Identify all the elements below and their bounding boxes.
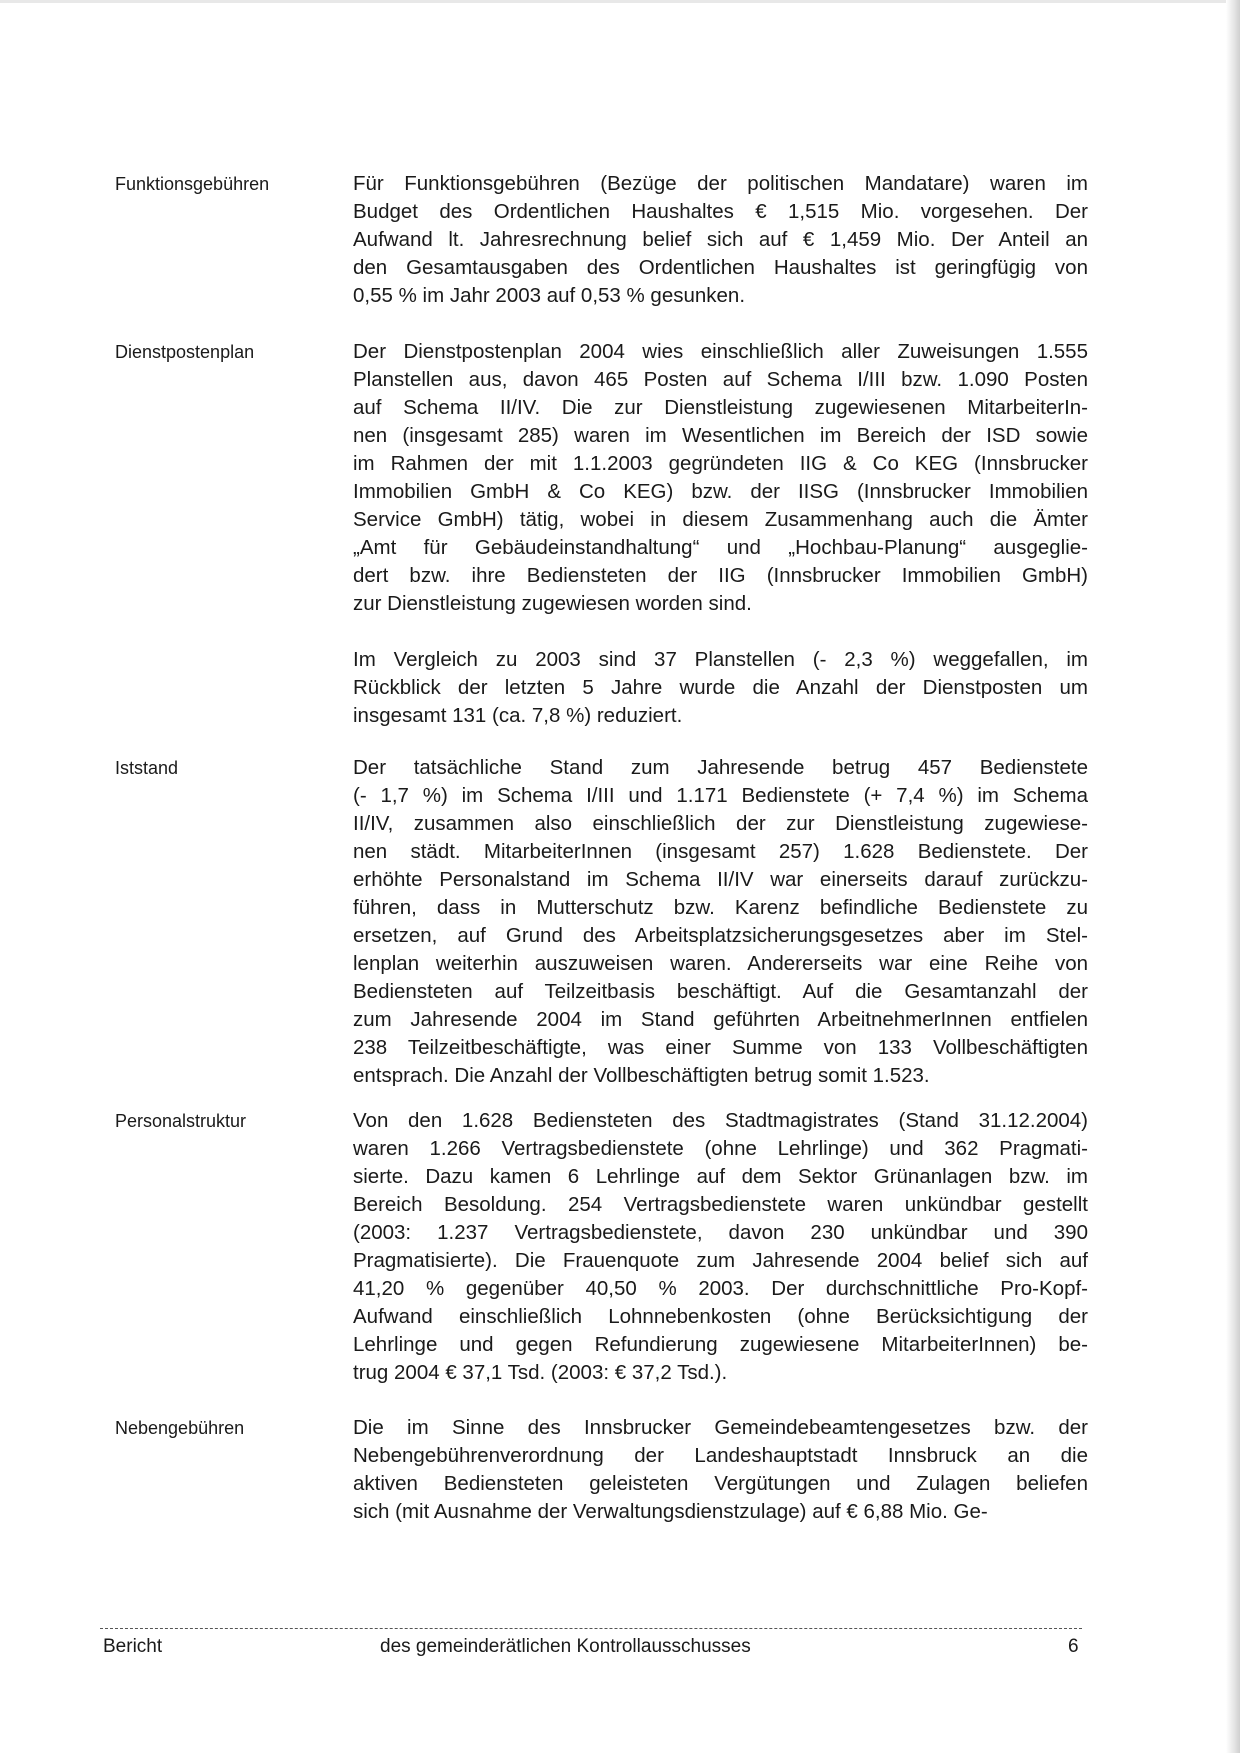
- section-label: Dienstpostenplan: [115, 342, 255, 362]
- scan-edge: [0, 0, 1240, 3]
- text-line: (2003: 1.237 Vertragsbedienstete, davon 230 unkündbar und 390: [353, 1221, 1088, 1244]
- section-label: Iststand: [115, 758, 179, 778]
- text-line: Service GmbH) tätig, wobei in diesem Zusammenhang auch die Ämter: [353, 508, 1088, 531]
- text-line: 41,20 % gegenüber 40,50 % 2003. Der durchschnittliche Pro-Kopf-: [353, 1277, 1088, 1300]
- scan-edge: [1226, 0, 1240, 1753]
- text-line: Rückblick der letzten 5 Jahre wurde die Anzahl der Dienstposten um: [353, 676, 1088, 699]
- section-body: [353, 338, 1088, 758]
- text-line: Pragmatisierte). Die Frauenquote zum Jahresende 2004 belief sich auf: [353, 1249, 1088, 1272]
- text-line: lenplan weiterhin auszuweisen waren. Andererseits war eine Reihe von: [353, 952, 1088, 975]
- text-line: Budget des Ordentlichen Haushaltes € 1,515 Mio. vorgesehen. Der: [353, 200, 1088, 223]
- text-line: auf Schema II/IV. Die zur Dienstleistung zugewiesenen MitarbeiterIn-: [353, 396, 1088, 419]
- section-label: Nebengebühren: [115, 1418, 245, 1438]
- section-body: [353, 170, 1088, 338]
- text-line: nen (insgesamt 285) waren im Wesentlichen im Bereich der ISD sowie: [353, 424, 1088, 447]
- text-line: insgesamt 131 (ca. 7,8 %) reduziert.: [353, 704, 683, 727]
- text-line: aktiven Bediensteten geleisteten Vergütungen und Zulagen beliefen: [353, 1472, 1088, 1495]
- text-line: trug 2004 € 37,1 Tsd. (2003: € 37,2 Tsd.).: [353, 1361, 728, 1384]
- text-line: dert bzw. ihre Bediensteten der IIG (Innsbrucker Immobilien GmbH): [353, 564, 1088, 587]
- section-body: [353, 1414, 1088, 1554]
- paragraph: [353, 1414, 1088, 1526]
- text-line: Von den 1.628 Bediensteten des Stadtmagistrates (Stand 31.12.2004): [353, 1109, 1088, 1132]
- text-line: sierte. Dazu kamen 6 Lehrlinge auf dem Sektor Grünanlagen bzw. im: [353, 1165, 1088, 1188]
- text-line: Lehrlinge und gegen Refundierung zugewiesene MitarbeiterInnen) be-: [353, 1333, 1088, 1356]
- text-line: führen, dass in Mutterschutz bzw. Karenz befindliche Bedienstete zu: [353, 896, 1088, 919]
- text-line: 238 Teilzeitbeschäftigte, was einer Summe von 133 Vollbeschäftigten: [353, 1036, 1088, 1059]
- text-line: zur Dienstleistung zugewiesen worden sind.: [353, 592, 752, 615]
- section-label: Funktionsgebühren: [115, 174, 270, 194]
- paragraph: [353, 754, 1088, 1090]
- text-line: Der Dienstpostenplan 2004 wies einschließlich aller Zuweisungen 1.555: [353, 340, 1088, 363]
- text-line: „Amt für Gebäudeinstandhaltung“ und „Hochbau-Planung“ ausgeglie-: [353, 536, 1088, 559]
- text-line: Bereich Besoldung. 254 Vertragsbedienstete waren unkündbar gestellt: [353, 1193, 1088, 1216]
- page-number: 6: [1068, 1636, 1079, 1657]
- paragraph: [353, 338, 1088, 618]
- text-line: entsprach. Die Anzahl der Vollbeschäftigten betrug somit 1.523.: [353, 1064, 930, 1087]
- paragraph: [353, 170, 1088, 310]
- text-line: Der tatsächliche Stand zum Jahresende betrug 457 Bedienstete: [353, 756, 1088, 779]
- text-line: Planstellen aus, davon 465 Posten auf Schema I/III bzw. 1.090 Posten: [353, 368, 1088, 391]
- footer-left: Bericht: [103, 1636, 163, 1657]
- paragraph: [353, 1107, 1088, 1387]
- text-line: Immobilien GmbH & Co KEG) bzw. der IISG (Innsbrucker Immobilien: [353, 480, 1088, 503]
- text-line: Aufwand lt. Jahresrechnung belief sich auf € 1,459 Mio. Der Anteil an: [353, 228, 1088, 251]
- text-line: waren 1.266 Vertragsbedienstete (ohne Lehrlinge) und 362 Pragmati-: [353, 1137, 1088, 1160]
- text-line: Bediensteten auf Teilzeitbasis beschäftigt. Auf die Gesamtanzahl der: [353, 980, 1088, 1003]
- text-line: Die im Sinne des Innsbrucker Gemeindebeamtengesetzes bzw. der: [353, 1416, 1088, 1439]
- text-line: II/IV, zusammen also einschließlich der zur Dienstleistung zugewiese-: [353, 812, 1088, 835]
- text-line: ersetzen, auf Grund des Arbeitsplatzsicherungsgesetzes aber im Stel-: [353, 924, 1088, 947]
- text-line: Im Vergleich zu 2003 sind 37 Planstellen (- 2,3 %) weggefallen, im: [353, 648, 1088, 671]
- text-line: zum Jahresende 2004 im Stand geführten ArbeitnehmerInnen entfielen: [353, 1008, 1088, 1031]
- text-line: nen städt. MitarbeiterInnen (insgesamt 257) 1.628 Bedienstete. Der: [353, 840, 1088, 863]
- text-line: 0,55 % im Jahr 2003 auf 0,53 % gesunken.: [353, 284, 746, 307]
- text-line: (- 1,7 %) im Schema I/III und 1.171 Bedienstete (+ 7,4 %) im Schema: [353, 784, 1088, 807]
- text-line: Nebengebührenverordnung der Landeshauptstadt Innsbruck an die: [353, 1444, 1088, 1467]
- text-line: sich (mit Ausnahme der Verwaltungsdienstzulage) auf € 6,88 Mio. Ge-: [353, 1500, 988, 1523]
- text-line: Aufwand einschließlich Lohnnebenkosten (ohne Berücksichtigung der: [353, 1305, 1088, 1328]
- text-line: Für Funktionsgebühren (Bezüge der politischen Mandatare) waren im: [353, 172, 1088, 195]
- text-line: erhöhte Personalstand im Schema II/IV war einerseits darauf zurückzu-: [353, 868, 1088, 891]
- section-body: [353, 1107, 1088, 1415]
- section-label: Personalstruktur: [115, 1111, 247, 1131]
- text-line: den Gesamtausgaben des Ordentlichen Haushaltes ist geringfügig von: [353, 256, 1088, 279]
- text-line: im Rahmen der mit 1.1.2003 gegründeten IIG & Co KEG (Innsbrucker: [353, 452, 1088, 475]
- footer-center: des gemeinderätlichen Kontrollausschusses: [380, 1636, 751, 1657]
- footer-divider: [100, 1628, 1082, 1629]
- section-body: [353, 754, 1088, 1118]
- paragraph: [353, 646, 1088, 730]
